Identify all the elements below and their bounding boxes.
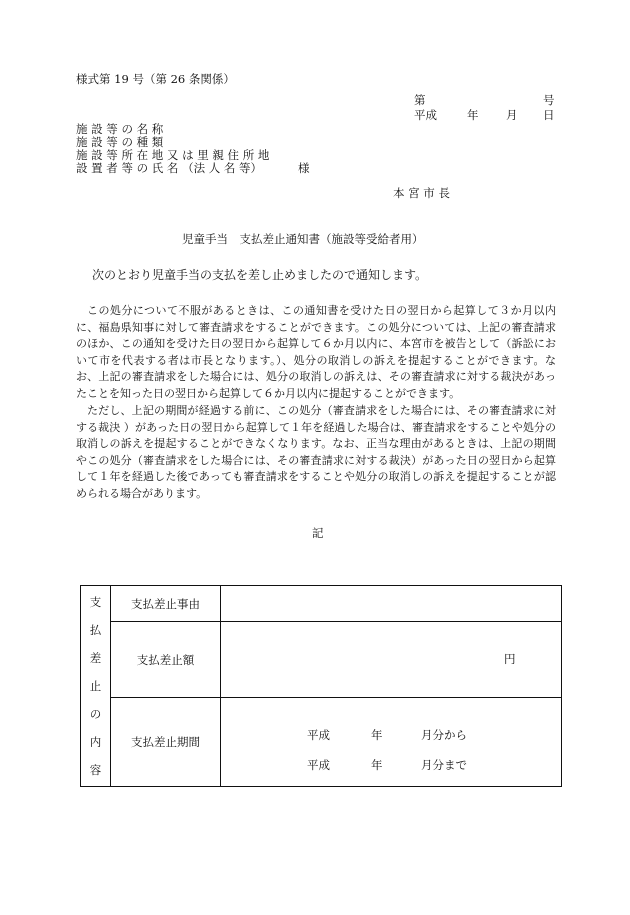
side-char: 内	[89, 735, 102, 749]
date-year: 年	[467, 108, 479, 122]
honorific: 様	[298, 161, 310, 175]
ki-mark: 記	[312, 526, 324, 540]
period-from-year: 年	[371, 728, 383, 742]
date-month: 月	[506, 108, 518, 122]
reason-label: 支払差止事由	[111, 586, 221, 622]
side-char: 容	[89, 763, 102, 777]
founder-name-label: 設 置 者 等 の 氏 名 （法 人 名 等）	[76, 161, 263, 175]
date-day: 日	[543, 108, 555, 122]
period-to-line	[221, 757, 561, 779]
period-from-line	[221, 727, 561, 749]
notice-paragraph-1: この処分について不服があるときは、この通知書を受けた日の翌日から起算して３か月以内に、福島県知事に対して審査請求をすることができます。この処分については、上記の審査請求のほか、この通知を受けた日の翌日から起算して６か月以内に、本宮市を被告として（訴訟において市を代表する者は市長となります。）、処分の取消しの訴えを提起することができます。なお、上記の審査請求をした場合には、処分の取消しの訴えは、その審査請求に対する裁決があったことを知った日の翌日から起算して６か月以内に提起することができます。	[76, 304, 556, 400]
side-char: 払	[89, 623, 102, 637]
document-title: 児童手当 支払差止通知書（施設等受給者用）	[182, 232, 424, 246]
amount-value-cell[interactable]	[221, 622, 562, 698]
table-side-heading	[81, 586, 111, 787]
side-char: 差	[89, 651, 102, 665]
lead-text: 次のとおり児童手当の支払を差し止めましたので通知します。	[92, 268, 428, 282]
period-to-era: 平成	[307, 758, 330, 772]
period-from-text: 月分から	[421, 728, 467, 742]
facility-type-label: 施 設 等 の 種 類	[76, 135, 164, 149]
facility-address-label: 施 設 等 所 在 地 又 は 里 親 住 所 地	[76, 148, 270, 162]
reason-value-cell[interactable]	[221, 586, 562, 622]
number-prefix: 第	[414, 93, 426, 107]
period-label: 支払差止期間	[111, 698, 221, 787]
facility-name-label: 施 設 等 の 名 称	[76, 122, 164, 136]
number-suffix: 号	[543, 93, 555, 107]
period-value-cell[interactable]	[221, 698, 562, 787]
period-from-era: 平成	[307, 728, 330, 742]
side-char: 支	[89, 595, 102, 609]
period-to-text: 月分まで	[421, 758, 467, 772]
side-char: の	[89, 707, 102, 721]
amount-unit: 円	[504, 652, 516, 666]
period-to-year: 年	[371, 758, 383, 772]
side-char: 止	[89, 679, 102, 693]
notice-paragraph-2: ただし、上記の期間が経過する前に、この処分（審査請求をした場合には、その審査請求に対する裁決 ）があった日の翌日から起算して１年を経過した場合は、審査請求をすることや処分の取消しの訴えを提起することができなくなります。なお、正当な理由があるときは、上記の期間やこの処分（審査請求をした場合には、その審査請求に対する裁決）があった日の翌日から起算して１年を経過した後であっても審査請求をすることや処分の取消しの訴えを提起することが認められる場合があります。	[76, 404, 556, 500]
issuer: 本 宮 市 長	[393, 186, 450, 200]
date-era: 平成	[414, 108, 437, 122]
amount-label: 支払差止額	[111, 622, 221, 698]
form-label: 様式第 19 号（第 26 条関係）	[76, 72, 235, 86]
suspension-table	[80, 585, 562, 787]
